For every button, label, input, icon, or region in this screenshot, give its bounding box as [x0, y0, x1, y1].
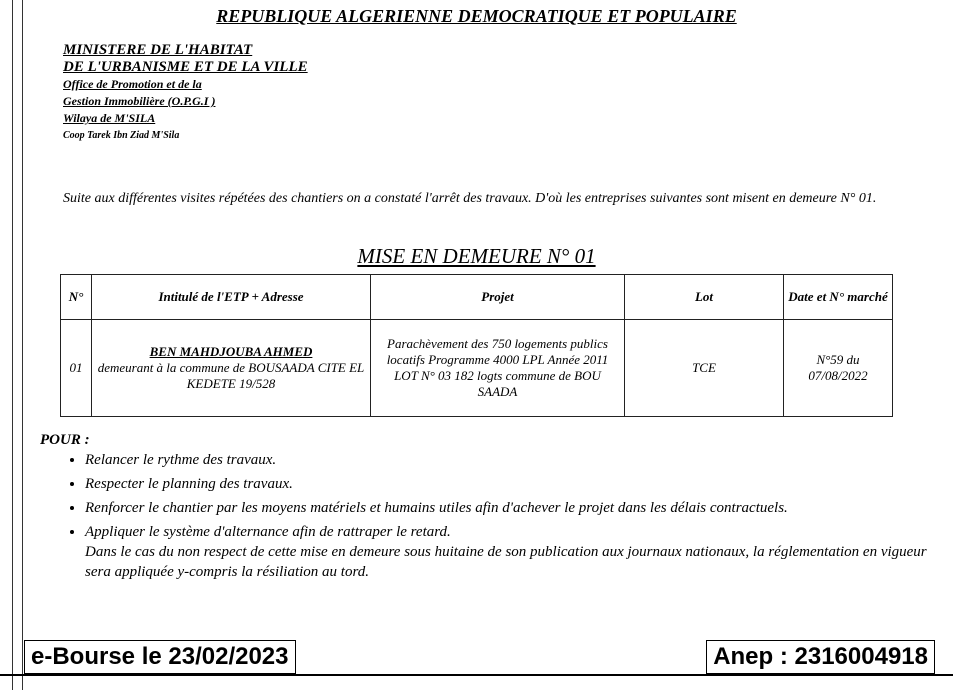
list-item	[85, 522, 935, 582]
cell-projet: Parachèvement des 750 logements publics locatifs Programme 4000 LPL Année 2011 LOT N° 03 182 logts commune de BOU SAADA	[371, 320, 625, 417]
anep-stamp: Anep : 2316004918	[706, 640, 935, 674]
company-name: BEN MAHDJOUBA AHMED	[149, 344, 313, 359]
companies-table	[60, 274, 893, 417]
list-item: • Respecter le planning des travaux.	[85, 474, 935, 494]
col-header: N°	[61, 275, 92, 320]
header-line: Office de Promotion et de la	[63, 77, 202, 91]
header-line: Gestion Immobilière (O.P.G.I )	[63, 94, 216, 108]
col-header: Intitulé de l'ETP + Adresse	[92, 275, 371, 320]
col-header: Date et N° marché	[784, 275, 893, 320]
list-item: • Renforcer le chantier par les moyens matériels et humains utiles afin d'achever le projet dans les délais contractuels.	[85, 498, 935, 518]
company-address: demeurant à la commune de BOUSAADA CITE EL KEDETE 19/528	[97, 360, 365, 391]
pour-label: POUR :	[40, 432, 90, 448]
header-line: DE L'URBANISME ET DE LA VILLE	[63, 59, 308, 75]
notice-title: MISE EN DEMEURE N° 01	[357, 244, 596, 268]
col-header: Lot	[625, 275, 784, 320]
header-line: Coop Tarek Ibn Ziad M'Sila	[63, 130, 180, 141]
document-title: REPUBLIQUE ALGERIENNE DEMOCRATIQUE ET POPULAIRE	[216, 6, 737, 26]
table-row	[61, 320, 893, 417]
list-item-text: Appliquer le système d'alternance afin de rattraper le retard.	[85, 524, 451, 540]
header-line: MINISTERE DE L'HABITAT	[63, 42, 253, 58]
actions-list	[45, 446, 935, 586]
bourse-stamp: e-Bourse le 23/02/2023	[24, 640, 296, 674]
col-header: Projet	[371, 275, 625, 320]
header-line: Wilaya de M'SILA	[63, 111, 156, 125]
cell-num: 01	[61, 320, 92, 417]
table-header-row	[61, 275, 893, 320]
cell-company	[92, 320, 371, 417]
cell-date: N°59 du 07/08/2022	[784, 320, 893, 417]
issuer-header	[63, 42, 308, 144]
cell-lot: TCE	[625, 320, 784, 417]
list-item: • Relancer le rythme des travaux.	[85, 450, 935, 470]
closing-paragraph: Dans le cas du non respect de cette mise en demeure sous huitaine de son publication aux journaux nationaux, la réglementation en vigueur sera appliquée y-compris la résiliation au tord.	[85, 544, 927, 580]
intro-paragraph: Suite aux différentes visites répétées des chantiers on a constaté l'arrêt des travaux. D'où les entreprises suivantes sont misent en demeure N° 01.	[63, 191, 877, 206]
